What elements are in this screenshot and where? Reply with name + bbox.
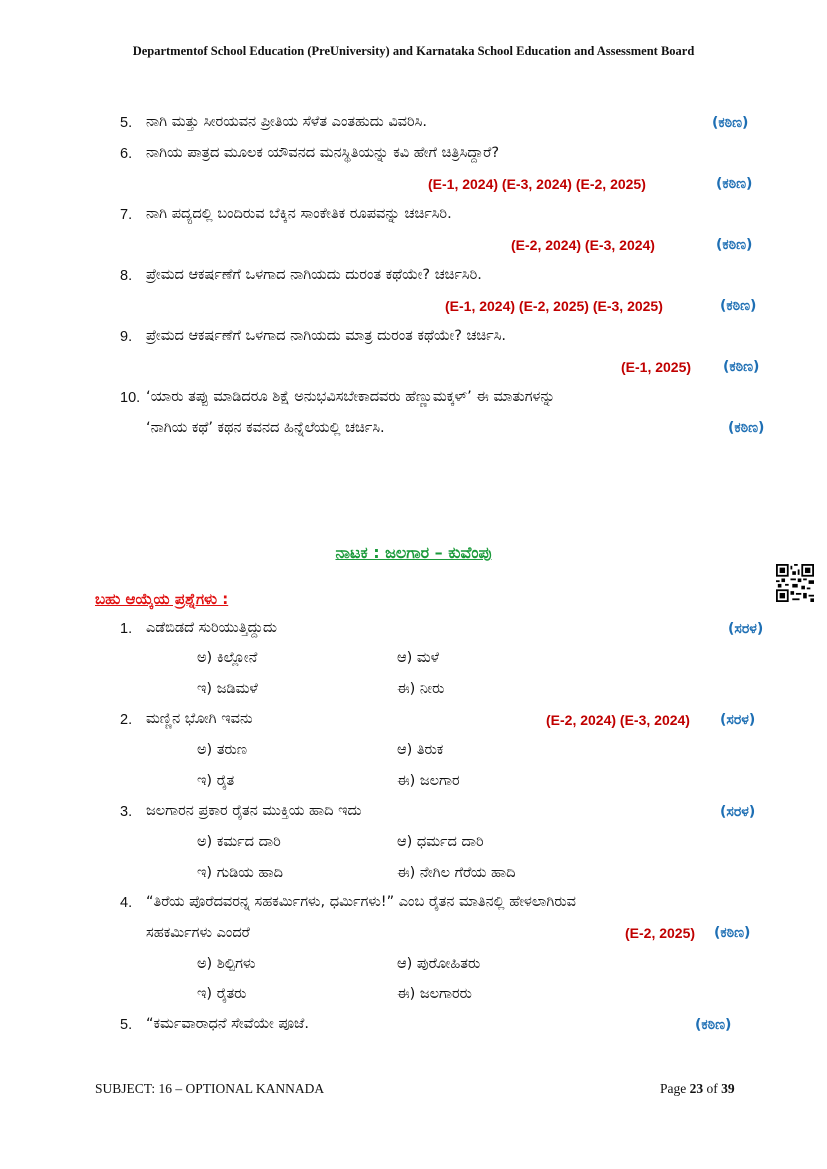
section-title: ನಾಟಕ : ಜಲಗಾರ – ಕುವೆಂಪು bbox=[335, 543, 492, 562]
difficulty-tag: (ಸರಳ) bbox=[728, 621, 764, 637]
page-prefix: Page bbox=[660, 1081, 687, 1096]
exam-reference: (E-1, 2024) (E-3, 2024) (E-2, 2025) bbox=[428, 176, 646, 192]
option-a: ಅ) ತರುಣ bbox=[197, 742, 248, 758]
difficulty-tag: (ಕಠಿಣ) bbox=[714, 925, 751, 941]
option-c: ಇ) ಗುಡಿಯ ಹಾದಿ bbox=[197, 865, 283, 881]
question-text: ಪ್ರೇಮದ ಆಕರ್ಷಣೆಗೆ ಒಳಗಾದ ನಾಗಿಯದು ಮಾತ್ರ ದುರಂತ ಕಥೆಯೇ? ಚರ್ಚಿಸಿ. bbox=[146, 328, 507, 344]
difficulty-tag: (ಸರಳ) bbox=[720, 804, 756, 820]
option-d: ಈ) ನೀರು bbox=[397, 681, 445, 697]
difficulty-tag: (ಕಠಿಣ) bbox=[728, 420, 765, 436]
question-number: 6. bbox=[120, 146, 133, 162]
question-text: ನಾಗಿ ಮತ್ತು ಸೀರಯವನ ಪ್ರೀತಿಯ ಸೆಳೆತ ಎಂತಹುದು ವಿವರಿಸಿ. bbox=[146, 114, 427, 130]
question-number: 10. bbox=[120, 390, 141, 406]
page-of: of bbox=[706, 1081, 718, 1096]
difficulty-tag: (ಕಠಿಣ) bbox=[712, 115, 749, 131]
option-b: ಆ) ತಿರುಕ bbox=[397, 742, 444, 758]
option-d: ಈ) ಜಲಗಾರ bbox=[397, 773, 460, 789]
question-text: ‘ಯಾರು ತಪ್ಪು ಮಾಡಿದರೂ ಶಿಕ್ಷೆ ಅನುಭವಿಸಬೇಕಾದವರು ಹೆಣ್ಣುಮಕ್ಕಳ್’ ಈ ಮಾತುಗಳನ್ನು bbox=[146, 389, 556, 405]
option-a: ಅ) ಕರ್ಮದ ದಾರಿ bbox=[197, 834, 281, 850]
exam-reference: (E-2, 2024) (E-3, 2024) bbox=[511, 237, 655, 253]
question-text: “ಕರ್ಮವಾರಾಧನೆ ಸೇವೆಯೇ ಪೂಜೆ. bbox=[146, 1016, 309, 1032]
question-text: ನಾಗಿ ಪದ್ಯದಲ್ಲಿ ಬಂದಿರುವ ಬೆಕ್ಕಿನ ಸಾಂಕೇತಿಕ ರೂಪವನ್ನು ಚರ್ಚಿಸಿರಿ. bbox=[146, 206, 452, 222]
option-a: ಅ) ಶಿಲ್ಪಿಗಳು bbox=[197, 956, 256, 972]
option-b: ಆ) ಮಳೆ bbox=[397, 650, 440, 666]
question-text-continued: ಸಹಕರ್ಮಿಗಳು ಎಂದರೆ bbox=[146, 925, 250, 941]
question-text-continued: ‘ನಾಗಿಯ ಕಥೆ’ ಕಥನ ಕವನದ ಹಿನ್ನೆಲೆಯಲ್ಲಿ ಚರ್ಚಿಸಿ. bbox=[146, 420, 385, 436]
footer-subject: SUBJECT: 16 – OPTIONAL KANNADA bbox=[95, 1081, 325, 1096]
question-text: ಜಲಗಾರನ ಪ್ರಕಾರ ರೈತನ ಮುಕ್ತಿಯ ಹಾದಿ ಇದು bbox=[146, 803, 362, 819]
question-number: 7. bbox=[120, 207, 133, 223]
question-text: ಮಣ್ಣಿನ ಭೋಗಿ ಇವನು bbox=[146, 711, 253, 727]
exam-reference: (E-1, 2025) bbox=[621, 359, 692, 375]
option-c: ಇ) ರೈತರು bbox=[197, 986, 247, 1002]
difficulty-tag: (ಸರಳ) bbox=[720, 712, 756, 728]
exam-reference: (E-2, 2024) (E-3, 2024) bbox=[546, 712, 690, 728]
exam-reference: (E-2, 2025) bbox=[625, 925, 696, 941]
question-text: ಪ್ರೇಮದ ಆಕರ್ಷಣೆಗೆ ಒಳಗಾದ ನಾಗಿಯದು ದುರಂತ ಕಥೆಯೇ? ಚರ್ಚಿಸಿರಿ. bbox=[146, 267, 482, 283]
option-d: ಈ) ಜಲಗಾರರು bbox=[397, 986, 472, 1002]
page-total: 39 bbox=[721, 1081, 735, 1096]
mcq-heading: ಬಹು ಆಯ್ಕೆಯ ಪ್ರಶ್ನೆಗಳು : bbox=[95, 590, 229, 608]
page-indicator bbox=[660, 1081, 735, 1097]
question-number: 5. bbox=[120, 1017, 133, 1033]
question-number: 2. bbox=[120, 712, 133, 728]
question-number: 3. bbox=[120, 804, 133, 820]
option-d: ಈ) ನೇಗಿಲ ಗೆರೆಯ ಹಾದಿ bbox=[397, 865, 516, 881]
difficulty-tag: (ಕಠಿಣ) bbox=[716, 176, 753, 192]
qr-code-icon[interactable] bbox=[776, 564, 814, 602]
question-number: 4. bbox=[120, 895, 133, 911]
question-text: “ತಿರೆಯ ಪೊರೆದವರನ್ನ ಸಹಕರ್ಮಿಗಳು, ಧರ್ಮಿಗಳು!” ಎಂಬ ರೈತನ ಮಾತಿನಲ್ಲಿ ಹೇಳಲಾಗಿರುವ bbox=[146, 894, 576, 910]
question-text: ಎಡೆಬಿಡದೆ ಸುರಿಯುತ್ತಿದ್ದುದು bbox=[146, 620, 277, 636]
difficulty-tag: (ಕಠಿಣ) bbox=[695, 1017, 732, 1033]
question-text: ನಾಗಿಯ ಪಾತ್ರದ ಮೂಲಕ ಯೌವನದ ಮನಸ್ಥಿತಿಯನ್ನು ಕವಿ ಹೇಗೆ ಚಿತ್ರಿಸಿದ್ದಾರೆ? bbox=[146, 145, 500, 161]
option-a: ಅ) ಕಿಲ್ಲೋನೆ bbox=[197, 650, 258, 666]
question-number: 8. bbox=[120, 268, 133, 284]
option-b: ಆ) ಪುರೋಹಿತರು bbox=[397, 956, 481, 972]
exam-reference: (E-1, 2024) (E-2, 2025) (E-3, 2025) bbox=[445, 298, 663, 314]
page-header: Departmentof School Education (PreUniversity) and Karnataka School Education and Assessment Board bbox=[132, 44, 695, 58]
question-number: 9. bbox=[120, 329, 133, 345]
page-number: 23 bbox=[689, 1081, 704, 1096]
difficulty-tag: (ಕಠಿಣ) bbox=[720, 298, 757, 314]
difficulty-tag: (ಕಠಿಣ) bbox=[723, 359, 760, 375]
difficulty-tag: (ಕಠಿಣ) bbox=[716, 237, 753, 253]
option-c: ಇ) ಜಡಿಮಳೆ bbox=[197, 681, 258, 697]
option-c: ಇ) ರೈತ bbox=[197, 773, 235, 789]
option-b: ಆ) ಧರ್ಮದ ದಾರಿ bbox=[397, 834, 484, 850]
question-number: 1. bbox=[120, 621, 133, 637]
question-number: 5. bbox=[120, 115, 133, 131]
